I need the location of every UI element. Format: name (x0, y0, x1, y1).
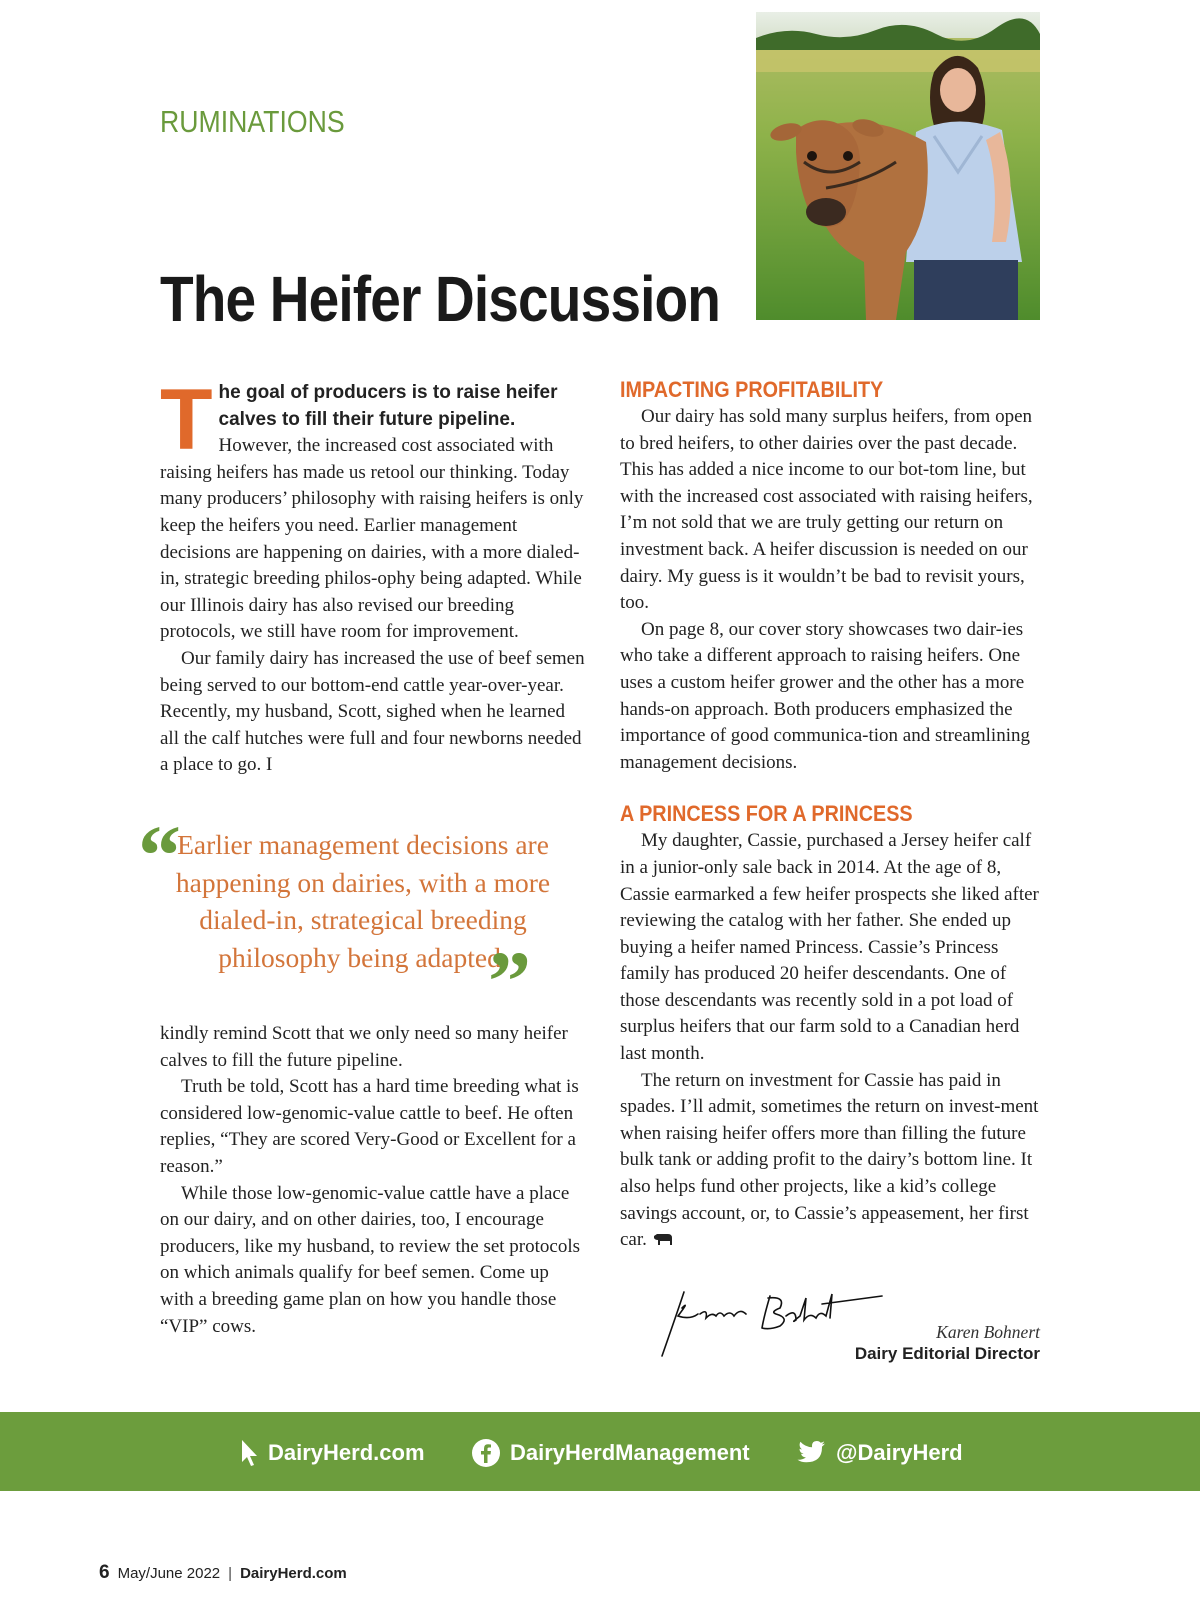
author-title: Dairy Editorial Director (854, 1344, 1040, 1363)
lead-sentence: he goal of producers is to raise heifer calves to fill their future pipeline. (218, 382, 558, 430)
section-label: RUMINATIONS (160, 104, 345, 139)
folio-website: DairyHerd.com (240, 1565, 347, 1582)
paragraph-6: On page 8, our cover story showcases two dair-ies who take a different approach to raising heifers. One uses a custom heifer grower and the other has a more hands-on approach. Both producers emphasized the importance of good communica-tion and streamlining management decisions. (620, 618, 1030, 773)
subhead-princess: A PRINCESS FOR A PRINCESS (620, 801, 913, 827)
paragraph-2-end: kindly remind Scott that we only need so many heifer calves to fill the future pipeline. (160, 1023, 568, 1071)
subhead-impacting-profitability: IMPACTING PROFITABILITY (620, 377, 884, 402)
article-column-left-bottom (160, 1021, 585, 1340)
cursor-icon (240, 1438, 258, 1468)
cow-icon (652, 1232, 674, 1246)
facebook-icon (472, 1439, 500, 1467)
article-column-left-top (160, 372, 585, 779)
drop-cap: T (160, 372, 213, 468)
folio-divider: | (228, 1565, 233, 1582)
paragraph-4: While those low-genomic-value cattle have a place on our dairy, and on other dairies, too, I encourage producers, like my husband, to review the set protocols on which animals qualify for beef semen. Come up with a breeding game plan on how you handle those “VIP” cows. (160, 1182, 581, 1337)
paragraph-7: My daughter, Cassie, purchased a Jersey heifer calf in a junior-only sale back in 2014. At the age of 8, Cassie earmarked a few heifer prospects she liked after reviewing the catalog with her father. She ended up buying a heifer named Princess. Cassie’s Princess family has produced 20 heifer descendants. One of those descendants was recently sold in a pot load of surplus heifers that our farm sold to a Canadian herd last month. (620, 830, 1039, 1065)
author-photo (756, 12, 1040, 320)
facebook-link[interactable] (472, 1438, 750, 1468)
website-label: DairyHerd.com (268, 1440, 425, 1465)
open-quote-mark: “ (138, 807, 181, 903)
twitter-link[interactable] (796, 1438, 963, 1468)
twitter-icon (796, 1440, 826, 1466)
page-number: 6 (99, 1562, 110, 1583)
pull-quote (138, 807, 588, 1029)
article-column-right (620, 376, 1040, 1254)
facebook-label: DairyHerdManagement (510, 1440, 750, 1465)
paragraph-8: The return on investment for Cassie has paid in spades. I’ll admit, sometimes the return on invest-ment when raising heifer offers more than filling the future bulk tank or adding profit to the dairy’s bottom line. It also helps fund other projects, like a kid’s college savings account, or, to Cassie’s appeasement, her first car. (620, 1069, 1039, 1251)
twitter-label: @DairyHerd (836, 1440, 963, 1465)
close-quote-mark: ” (488, 933, 531, 1029)
article-title: The Heifer Discussion (160, 263, 721, 335)
page-folio (99, 1562, 347, 1584)
paragraph-5: Our dairy has sold many surplus heifers, from open to bred heifers, to other dairies over the past decade. This has added a nice income to our bot-tom line, but with the increased cost associated with raising heifers, I’m not sold that we are truly getting our return on investment back. A heifer discussion is needed on our dairy. My guess is it wouldn’t be bad to revisit yours, too. (620, 406, 1033, 614)
paragraph-1-body: However, the increased cost associated with raising heifers has made us retool our thinking. Today many producers’ philosophy with raising heifers is only keep the heifers you need. Earlier management decisions are happening on dairies, with a more dialed-in, strategic breeding philos-ophy being adapted. While our Illinois dairy has also revised our breeding protocols, we still have room for improvement. (160, 435, 584, 643)
author-name: Karen Bohnert (936, 1322, 1040, 1342)
paragraph-3: Truth be told, Scott has a hard time breeding what is considered low-genomic-value cattle to beef. He often replies, “They are scored Very-Good or Excellent for a reason.” (160, 1076, 579, 1177)
pull-quote-text: Earlier management decisions are happening on dairies, with a more dialed-in, strategical breeding philosophy being adapted. (175, 829, 551, 973)
website-link[interactable] (240, 1438, 425, 1468)
social-footer-bar (0, 1412, 1200, 1491)
issue-date: May/June 2022 (117, 1565, 221, 1582)
paragraph-2-start: Our family dairy has increased the use of beef semen being served to our bottom-end cattle year-over-year. Recently, my husband, Scott, sighed when he learned all the calf hutches were full and four newborns needed a place to go. I (160, 647, 585, 776)
lead-paragraph (160, 372, 585, 646)
